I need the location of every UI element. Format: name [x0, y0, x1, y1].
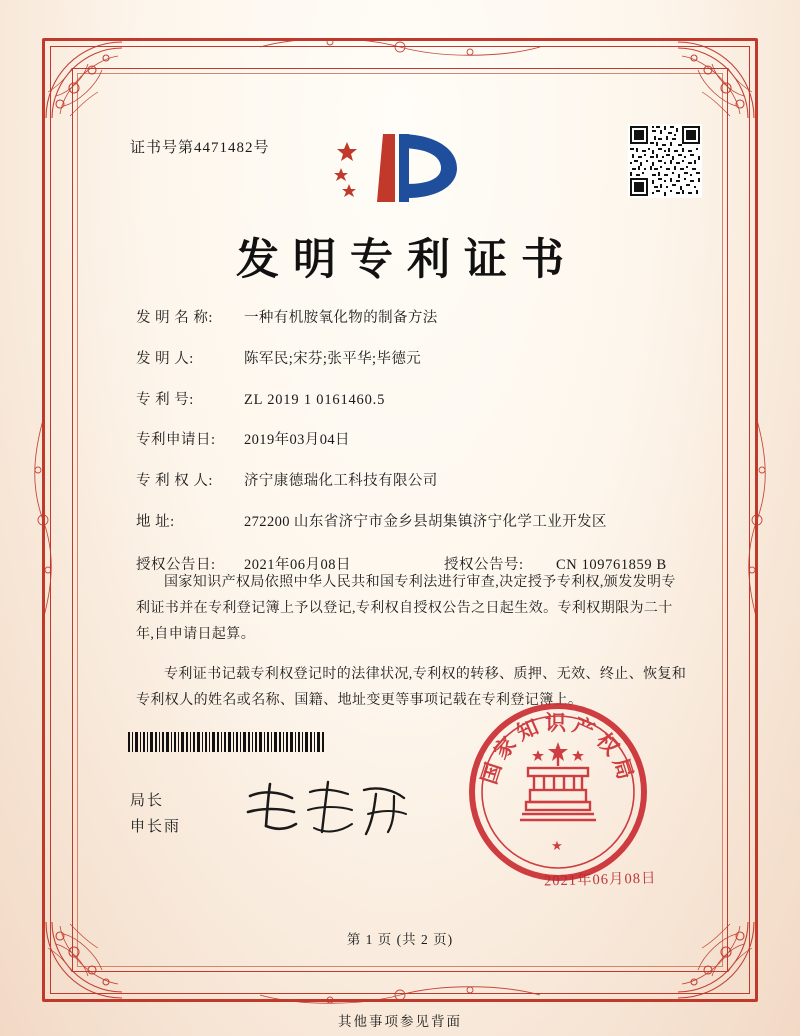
qr-code-icon	[628, 124, 702, 198]
field-value: 济宁康德瑞化工科技有限公司	[244, 473, 438, 490]
grant-number-label: 授权公告号:	[444, 556, 524, 573]
handwritten-signature-icon	[236, 776, 416, 846]
field-value: ZL 2019 1 0161460.5	[244, 391, 386, 408]
field-label: 专 利 号:	[136, 391, 194, 408]
cnipa-logo-icon	[325, 124, 475, 212]
field-value: 2019年03月04日	[244, 432, 350, 449]
certificate-number: 证书号第4471482号	[130, 140, 270, 156]
seal-date: 2021年06月08日	[543, 870, 657, 890]
svg-text:★: ★	[551, 839, 565, 854]
signature-name: 申长雨	[130, 819, 182, 836]
patent-fields	[136, 308, 692, 594]
field-label: 发 明 人:	[136, 350, 194, 367]
signature-block	[130, 788, 181, 841]
page-number: 第 1 页 (共 2 页)	[346, 932, 454, 947]
edge-ornament-icon	[260, 34, 540, 60]
grant-number-value: CN 109761859 B	[556, 556, 667, 573]
certificate-content	[88, 86, 712, 956]
field-label: 发 明 名 称:	[136, 310, 213, 326]
field-patent-number	[136, 390, 692, 410]
field-address	[136, 512, 692, 532]
field-inventors	[136, 349, 692, 369]
grant-date-label: 授权公告日:	[136, 556, 216, 573]
edge-ornament-icon	[30, 420, 56, 620]
page-title: 发明专利证书	[236, 235, 578, 285]
edge-ornament-icon	[744, 420, 770, 620]
signature-role: 局长	[130, 793, 165, 809]
barcode	[128, 732, 324, 752]
official-seal-icon	[464, 698, 652, 886]
edge-ornament-icon	[260, 982, 540, 1008]
field-label: 专 利 权 人:	[136, 473, 213, 490]
paragraph-one: 国家知识产权局依照中华人民共和国专利法进行审查,决定授予专利权,颁发发明专利证书并在专利登记簿上予以登记,专利权自授权公告之日起生效。专利权期限为二十年,自申请日起算。	[136, 575, 676, 642]
footer-note: 其他事项参见背面	[338, 1014, 462, 1029]
field-value: 一种有机胺氧化物的制备方法	[244, 310, 438, 326]
field-value: 陈军民;宋芬;张平华;毕德元	[244, 350, 422, 367]
field-invention-title	[136, 308, 692, 328]
paragraph-two: 专利证书记载专利权登记时的法律状况,专利权的转移、质押、无效、终止、恢复和专利权人的姓名或名称、国籍、地址变更等事项记载在专利登记簿上。	[136, 666, 687, 708]
field-patentee	[136, 471, 692, 491]
field-filing-date	[136, 430, 692, 450]
field-label: 专利申请日:	[136, 432, 216, 449]
svg-text:国家知识产权局: 国家知识产权局	[475, 710, 641, 788]
grant-date-value: 2021年06月08日	[244, 556, 351, 573]
field-value: 272200 山东省济宁市金乡县胡集镇济宁化学工业开发区	[244, 513, 607, 530]
field-label: 地 址:	[136, 513, 175, 530]
